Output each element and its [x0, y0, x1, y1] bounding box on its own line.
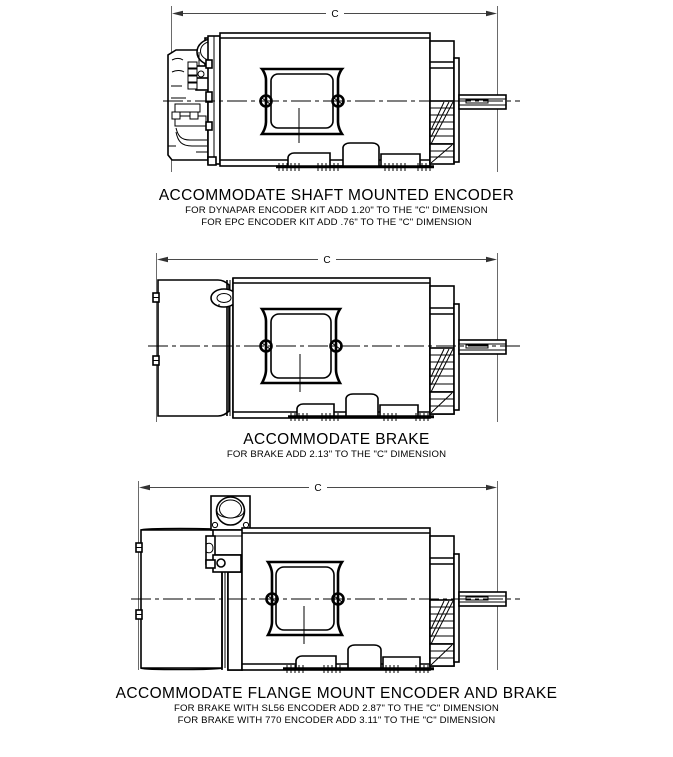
caption-note-3a: FOR BRAKE WITH SL56 ENCODER ADD 2.87" TO THE "C" DIMENSION	[174, 703, 499, 714]
brake-housing-figure-2	[153, 278, 237, 418]
fan-cover-fins-figure-3	[430, 536, 459, 666]
caption-title-3: ACCOMMODATE FLANGE MOUNT ENCODER AND BRAKE	[115, 685, 558, 702]
figure-flange-mount-encoder-and-brake	[0, 478, 673, 678]
dimension-label-c-2: C	[323, 255, 331, 266]
conduit-box-figure-1	[261, 69, 344, 143]
caption-figure-2	[0, 430, 673, 461]
conduit-box-figure-2	[261, 309, 342, 392]
cooling-fins-figure-3	[430, 600, 454, 666]
conduit-box-figure-3	[267, 562, 344, 644]
dimension-label-c: C	[331, 9, 339, 20]
figure-2-drawing	[0, 250, 673, 430]
figure-shaft-mounted-encoder	[0, 0, 673, 180]
dimension-label-c-3: C	[314, 483, 322, 494]
output-shaft-figure-1	[459, 95, 506, 109]
fan-cover-fins-figure-2	[430, 286, 459, 414]
figure-1-drawing	[0, 0, 673, 180]
fan-cover-fins-figure-1	[430, 41, 459, 164]
cooling-fins-figure-2	[430, 348, 454, 414]
caption-title-2: ACCOMMODATE BRAKE	[243, 431, 430, 448]
caption-title-1: ACCOMMODATE SHAFT MOUNTED ENCODER	[158, 187, 515, 204]
caption-note-2a: FOR BRAKE ADD 2.13" TO THE "C" DIMENSION	[226, 449, 447, 460]
caption-figure-1	[0, 186, 673, 229]
figure-3-drawing	[0, 478, 673, 678]
caption-note-3b: FOR BRAKE WITH 770 ENCODER ADD 3.11" TO THE "C" DIMENSION	[177, 715, 496, 726]
output-shaft-figure-2	[459, 340, 506, 354]
caption-note-1a: FOR DYNAPAR ENCODER KIT ADD 1.20" TO THE "C" DIMENSION	[185, 205, 488, 216]
caption-figure-3	[0, 684, 673, 727]
caption-note-1b: FOR EPC ENCODER KIT ADD .76" TO THE "C" DIMENSION	[201, 217, 472, 228]
cooling-fins-figure-1	[430, 101, 454, 164]
figure-brake	[0, 250, 673, 430]
